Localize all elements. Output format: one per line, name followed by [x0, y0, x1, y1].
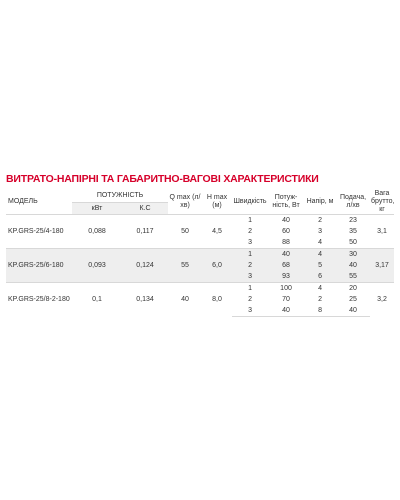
hmax-value: 8,0 — [202, 283, 232, 317]
qmax-value: 40 — [168, 283, 202, 317]
flow-value: 20 — [336, 283, 370, 295]
head-value: 4 — [304, 283, 336, 295]
flow-value: 30 — [336, 249, 370, 261]
power-w-value: 100 — [268, 283, 304, 295]
model-name: KP.GRS-25/8-2-180 — [6, 283, 72, 317]
header-flow: Подача, л/хв — [336, 190, 370, 215]
header-qmax: Q max (л/хв) — [168, 190, 202, 215]
ks-value: 0,134 — [122, 283, 168, 317]
weight-value: 3,2 — [370, 283, 394, 317]
header-hmax: H max (м) — [202, 190, 232, 215]
flow-value: 35 — [336, 226, 370, 237]
power-w-value: 40 — [268, 249, 304, 261]
speed-value: 1 — [232, 283, 268, 295]
head-value: 6 — [304, 271, 336, 283]
model-name: KP.GRS-25/6-180 — [6, 249, 72, 283]
kw-value: 0,1 — [72, 283, 122, 317]
power-w-value: 70 — [268, 294, 304, 305]
speed-value: 1 — [232, 249, 268, 261]
ks-value: 0,124 — [122, 249, 168, 283]
power-w-value: 93 — [268, 271, 304, 283]
flow-value: 23 — [336, 215, 370, 227]
hmax-value: 4,5 — [202, 215, 232, 249]
speed-value: 3 — [232, 271, 268, 283]
speed-value: 3 — [232, 305, 268, 317]
speed-value: 1 — [232, 215, 268, 227]
flow-value: 25 — [336, 294, 370, 305]
head-value: 3 — [304, 226, 336, 237]
qmax-value: 55 — [168, 249, 202, 283]
header-head: Напір, м — [304, 190, 336, 215]
speed-value: 2 — [232, 226, 268, 237]
head-value: 2 — [304, 294, 336, 305]
header-ks: К.С — [139, 204, 151, 212]
section-title: ВИТРАТО-НАПІРНІ ТА ГАБАРИТНО-ВАГОВІ ХАРАКТЕРИСТИКИ — [6, 173, 319, 185]
header-model: МОДЕЛЬ — [6, 190, 72, 215]
speed-value: 2 — [232, 260, 268, 271]
head-value: 8 — [304, 305, 336, 317]
speed-value: 2 — [232, 294, 268, 305]
weight-value: 3,1 — [370, 215, 394, 249]
power-w-value: 68 — [268, 260, 304, 271]
head-value: 5 — [304, 260, 336, 271]
power-w-value: 88 — [268, 237, 304, 249]
flow-value: 40 — [336, 260, 370, 271]
head-value: 4 — [304, 237, 336, 249]
qmax-value: 50 — [168, 215, 202, 249]
table-row — [6, 283, 394, 295]
kw-value: 0,093 — [72, 249, 122, 283]
ks-value: 0,117 — [122, 215, 168, 249]
hmax-value: 6,0 — [202, 249, 232, 283]
header-weight: Вага брутто, кг — [371, 190, 395, 214]
flow-value: 55 — [336, 271, 370, 283]
head-value: 2 — [304, 215, 336, 227]
power-w-value: 60 — [268, 226, 304, 237]
flow-value: 50 — [336, 237, 370, 249]
characteristics-table — [6, 190, 394, 317]
header-power-w: Потуж-ність, Вт — [268, 190, 304, 215]
table-row — [6, 215, 394, 227]
model-name: KP.GRS-25/4-180 — [6, 215, 72, 249]
head-value: 4 — [304, 249, 336, 261]
weight-value: 3,17 — [370, 249, 394, 283]
header-kw: кВт — [91, 204, 103, 212]
header-speed: Швидкість — [232, 190, 268, 215]
power-w-value: 40 — [268, 215, 304, 227]
speed-value: 3 — [232, 237, 268, 249]
table-row — [6, 249, 394, 261]
header-power: ПОТУЖНІСТЬ — [72, 190, 168, 203]
power-w-value: 40 — [268, 305, 304, 317]
kw-value: 0,088 — [72, 215, 122, 249]
flow-value: 40 — [336, 305, 370, 317]
